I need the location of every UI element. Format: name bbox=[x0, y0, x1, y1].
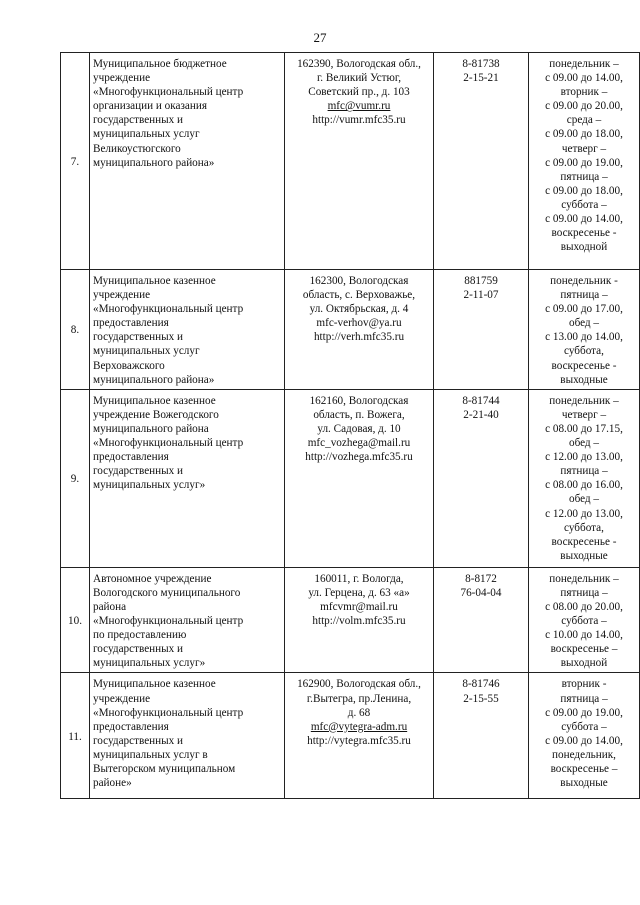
website-url: http://vytegra.mfc35.ru bbox=[307, 734, 411, 747]
row-number bbox=[61, 270, 90, 390]
cell-line: учреждение bbox=[93, 72, 151, 85]
mfc-registry-table bbox=[60, 52, 640, 799]
cell-line: Вытегорском муниципальном bbox=[93, 762, 236, 775]
cell-line: с 08.00 до 20.00, bbox=[545, 600, 623, 613]
cell-line: обед – bbox=[568, 437, 600, 450]
cell-line: «Многофункциональный центр bbox=[93, 706, 244, 719]
cell-line: с 09.00 до 19.00, bbox=[545, 156, 623, 169]
cell-line: муниципальных услуг» bbox=[93, 479, 206, 492]
cell-line: муниципальных услуг bbox=[93, 345, 200, 358]
row-number bbox=[61, 567, 90, 673]
cell-line: область, п. Вожега, bbox=[313, 408, 405, 421]
address bbox=[285, 53, 434, 270]
cell-line: 11. bbox=[68, 730, 82, 743]
cell-line: область, с. Верховажье, bbox=[302, 289, 416, 302]
cell-line: понедельник - bbox=[550, 275, 618, 287]
cell-line: муниципального района» bbox=[93, 156, 215, 169]
working-hours bbox=[529, 673, 640, 799]
cell-line: Вологодского муниципального bbox=[93, 586, 241, 599]
cell-line: с 08.00 до 16.00, bbox=[545, 479, 623, 492]
cell-line: с 13.00 до 14.00, bbox=[545, 331, 623, 344]
cell-line: муниципальных услуг bbox=[93, 128, 200, 141]
cell-line: Великоустюгского bbox=[93, 142, 181, 155]
cell-line: суббота – bbox=[561, 720, 607, 733]
table-row bbox=[61, 270, 640, 390]
cell-line: с 09.00 до 20.00, bbox=[545, 100, 623, 113]
phone-number bbox=[434, 567, 529, 673]
working-hours bbox=[529, 389, 640, 567]
cell-line: выходной bbox=[560, 657, 608, 670]
cell-line: 881759 bbox=[464, 275, 498, 287]
cell-line: с 12.00 до 13.00, bbox=[545, 451, 623, 464]
address bbox=[285, 389, 434, 567]
table-row bbox=[61, 389, 640, 567]
organization-name bbox=[90, 270, 285, 390]
cell-line: понедельник – bbox=[549, 572, 619, 585]
organization-name bbox=[90, 567, 285, 673]
cell-line: воскресенье - bbox=[551, 535, 617, 548]
cell-line: 162390, Вологодская обл., bbox=[297, 58, 421, 70]
cell-line: ул. Герцена, д. 63 «а» bbox=[308, 586, 410, 599]
phone-number bbox=[434, 389, 529, 567]
email-address: mfc@vumr.ru bbox=[327, 100, 391, 113]
email-address: mfc_vozhega@mail.ru bbox=[307, 437, 411, 450]
cell-line: 2-15-21 bbox=[463, 72, 499, 85]
cell-line: воскресенье - bbox=[551, 359, 617, 372]
cell-line: Верховажского bbox=[93, 359, 165, 372]
cell-line: «Многофункциональный центр bbox=[93, 437, 244, 450]
cell-line: учреждение bbox=[93, 692, 151, 705]
cell-line: муниципального района bbox=[93, 422, 209, 435]
phone-number bbox=[434, 673, 529, 799]
cell-line: с 09.00 до 18.00, bbox=[545, 184, 623, 197]
cell-line: с 12.00 до 13.00, bbox=[545, 507, 623, 520]
cell-line: «Многофункциональный центр bbox=[93, 303, 244, 316]
cell-line: пятница – bbox=[560, 465, 608, 478]
cell-line: государственных и bbox=[93, 465, 184, 478]
cell-line: среда – bbox=[566, 114, 602, 127]
cell-line: суббота, bbox=[564, 345, 604, 358]
cell-line: обед – bbox=[568, 317, 600, 330]
row-number bbox=[61, 673, 90, 799]
cell-line: пятница – bbox=[560, 692, 608, 705]
cell-line: воскресенье – bbox=[550, 762, 618, 775]
cell-line: обед – bbox=[568, 493, 600, 506]
cell-line: районе» bbox=[93, 777, 132, 790]
cell-line: муниципального района» bbox=[93, 373, 215, 386]
cell-line: с 09.00 до 19.00, bbox=[545, 706, 623, 719]
email-address: mfc@vytegra-adm.ru bbox=[310, 720, 408, 733]
page-number: 27 bbox=[313, 30, 327, 45]
website-url: http://vumr.mfc35.ru bbox=[312, 114, 406, 127]
cell-line: 10. bbox=[68, 615, 82, 628]
cell-line: суббота – bbox=[561, 615, 607, 628]
organization-name bbox=[90, 673, 285, 799]
cell-line: предоставления bbox=[93, 317, 169, 330]
cell-line: г.Вытегра, пр.Ленина, bbox=[306, 692, 412, 705]
cell-line: с 09.00 до 14.00, bbox=[545, 734, 623, 747]
cell-line: с 10.00 до 14.00, bbox=[545, 629, 623, 642]
cell-line: 2-21-40 bbox=[463, 408, 499, 421]
cell-line: района bbox=[93, 600, 127, 613]
cell-line: по предоставлению bbox=[93, 629, 187, 642]
cell-line: 162160, Вологодская bbox=[309, 394, 409, 407]
cell-line: понедельник, bbox=[552, 748, 616, 761]
cell-line: суббота – bbox=[561, 198, 607, 211]
cell-line: понедельник – bbox=[549, 394, 619, 407]
cell-line: 2-11-07 bbox=[463, 289, 499, 302]
cell-line: четверг – bbox=[561, 408, 607, 421]
cell-line: выходные bbox=[560, 373, 608, 386]
cell-line: воскресенье – bbox=[550, 643, 618, 656]
cell-line: выходные bbox=[560, 549, 608, 562]
address bbox=[285, 567, 434, 673]
cell-line: с 08.00 до 17.15, bbox=[545, 422, 623, 435]
cell-line: 8. bbox=[70, 324, 80, 337]
cell-line: 76-04-04 bbox=[460, 586, 502, 599]
table-row bbox=[61, 53, 640, 270]
email-address: mfc-verhov@ya.ru bbox=[316, 317, 402, 330]
cell-line: пятница – bbox=[560, 289, 608, 302]
row-number bbox=[61, 53, 90, 270]
cell-line: Автономное учреждение bbox=[93, 572, 212, 585]
cell-line: ул. Садовая, д. 10 bbox=[317, 422, 401, 435]
cell-line: пятница – bbox=[560, 586, 608, 599]
cell-line: Муниципальное казенное bbox=[93, 394, 216, 407]
cell-line: выходные bbox=[560, 777, 608, 790]
cell-line: учреждение Вожегодского bbox=[93, 408, 219, 421]
cell-line: г. Великий Устюг, bbox=[316, 72, 402, 85]
cell-line: 8-8172 bbox=[465, 572, 497, 585]
cell-line: Муниципальное казенное bbox=[93, 275, 216, 287]
phone-number bbox=[434, 53, 529, 270]
cell-line: с 09.00 до 17.00, bbox=[545, 303, 623, 316]
cell-line: 162300, Вологодская bbox=[309, 275, 409, 287]
cell-line: государственных и bbox=[93, 331, 184, 344]
row-number bbox=[61, 389, 90, 567]
cell-line: выходной bbox=[560, 241, 608, 254]
cell-line: с 09.00 до 18.00, bbox=[545, 128, 623, 141]
cell-line: муниципальных услуг в bbox=[93, 748, 208, 761]
email-address: mfcvmr@mail.ru bbox=[320, 600, 398, 613]
cell-line: 8-81738 bbox=[462, 58, 500, 70]
cell-line: 7. bbox=[70, 155, 80, 168]
cell-line: вторник – bbox=[560, 86, 608, 99]
working-hours bbox=[529, 270, 640, 390]
cell-line: ул. Октябрьская, д. 4 bbox=[309, 303, 409, 316]
cell-line: предоставления bbox=[93, 720, 169, 733]
website-url: http://verh.mfc35.ru bbox=[313, 331, 405, 344]
working-hours bbox=[529, 567, 640, 673]
cell-line: четверг – bbox=[561, 142, 607, 155]
cell-line: пятница – bbox=[560, 170, 608, 183]
table-row bbox=[61, 567, 640, 673]
cell-line: Муниципальное бюджетное bbox=[93, 58, 227, 70]
cell-line: вторник - bbox=[561, 678, 607, 691]
cell-line: муниципальных услуг» bbox=[93, 657, 206, 670]
cell-line: предоставления bbox=[93, 451, 169, 464]
cell-line: с 09.00 до 14.00, bbox=[545, 72, 623, 85]
organization-name bbox=[90, 389, 285, 567]
cell-line: Советский пр., д. 103 bbox=[308, 86, 410, 99]
cell-line: с 09.00 до 14.00, bbox=[545, 213, 623, 226]
cell-line: «Многофункциональный центр bbox=[93, 86, 244, 99]
organization-name bbox=[90, 53, 285, 270]
website-url: http://volm.mfc35.ru bbox=[312, 615, 406, 628]
working-hours bbox=[529, 53, 640, 270]
cell-line: 160011, г. Вологда, bbox=[314, 572, 404, 585]
cell-line: учреждение bbox=[93, 289, 151, 302]
table-row bbox=[61, 673, 640, 799]
cell-line: «Многофункциональный центр bbox=[93, 615, 244, 628]
cell-line: 2-15-55 bbox=[463, 692, 499, 705]
phone-number bbox=[434, 270, 529, 390]
cell-line: воскресенье - bbox=[551, 227, 617, 240]
cell-line: организации и оказания bbox=[93, 100, 207, 113]
cell-line: понедельник – bbox=[549, 58, 619, 70]
cell-line: государственных и bbox=[93, 734, 184, 747]
cell-line: 162900, Вологодская обл., bbox=[297, 678, 421, 691]
address bbox=[285, 270, 434, 390]
cell-line: 8-81746 bbox=[462, 678, 500, 691]
cell-line: 8-81744 bbox=[462, 394, 500, 407]
cell-line: Муниципальное казенное bbox=[93, 678, 216, 691]
website-url: http://vozhega.mfc35.ru bbox=[305, 451, 413, 464]
cell-line: д. 68 bbox=[347, 706, 371, 719]
cell-line: государственных и bbox=[93, 643, 184, 656]
cell-line: суббота, bbox=[564, 521, 604, 534]
cell-line: 9. bbox=[70, 473, 80, 486]
address bbox=[285, 673, 434, 799]
cell-line: государственных и bbox=[93, 114, 184, 127]
